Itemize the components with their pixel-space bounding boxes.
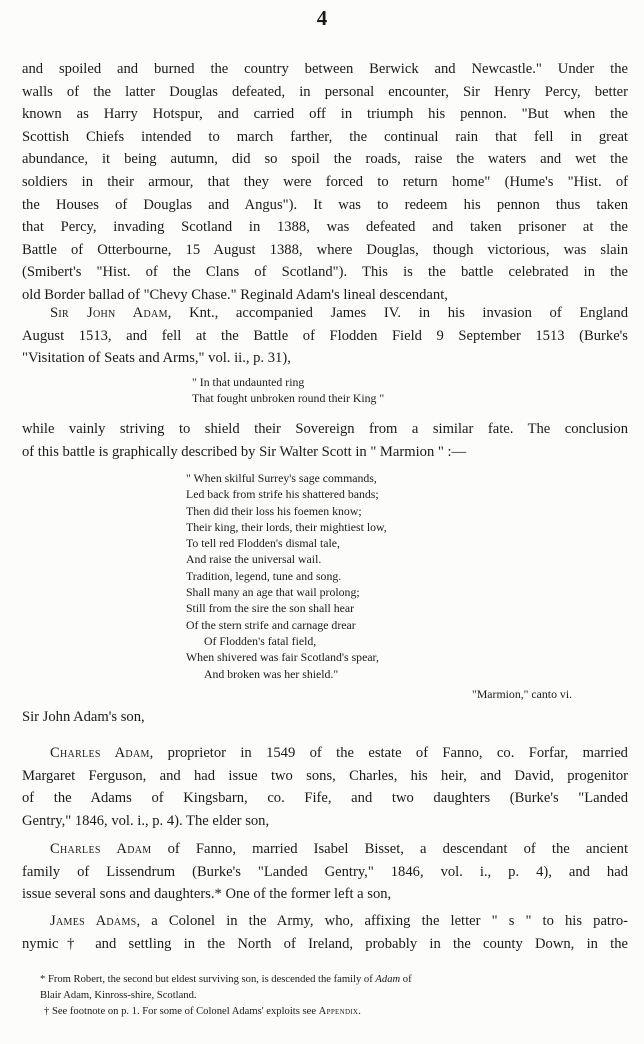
paragraph-douglas-percy [22, 58, 628, 307]
person-name: Charles Adam [50, 745, 150, 761]
text-line [22, 910, 628, 933]
person-name: Charles Adam [50, 841, 152, 857]
footnote-text: * From Robert, the second but eldest surviving son, is descended the family of [40, 974, 376, 985]
verse-line: Of Flodden's fatal field, [204, 633, 317, 648]
text-line: issue several sons and daughters.* One of the former left a son, [22, 886, 392, 903]
footnote-italic: Adam [375, 974, 401, 985]
text-line: abundance, it being autumn, did so spoil the roads, raise the waters and wet the [22, 151, 628, 168]
text-line: "Visitation of Seats and Arms," vol. ii., p. 31), [22, 350, 291, 367]
verse-line: Of the stern strife and carnage drear [186, 617, 356, 632]
verse-line: To tell red Flodden's dismal tale, [186, 536, 340, 551]
text-line: Scottish Chiefs intended to march farther, the continual rain that fell in great [22, 128, 628, 145]
text-line: of the Adams of Kingsbarn, co. Fife, and two daughters (Burke's "Landed [22, 790, 628, 807]
footnote-text: of [400, 974, 412, 985]
paragraph-john-adams-son [22, 706, 628, 729]
text-line: Battle of Otterbourne, 15 August 1388, where Douglas, though victorious, was slain [22, 241, 628, 258]
text-line: soldiers in their armour, that they were forced to return home" (Hume's "Hist. of [22, 173, 628, 190]
person-name: James Adams [50, 913, 137, 929]
poem-source: "Marmion," canto vi. [472, 687, 573, 701]
verse-line: Led back from strife his shattered bands; [186, 487, 379, 502]
text-line: nymic† and settling in the North of Ireland, probably in the county Down, in the [22, 935, 628, 952]
paragraph-conclusion [22, 418, 628, 463]
footnote-1 [40, 972, 630, 988]
text-line: the Houses of Douglas and Angus"). It was to redeem his pennon thus taken [22, 196, 628, 213]
text-line: that Percy, invading Scotland in 1388, was defeated and taken prisoner at the [22, 219, 628, 236]
verse-line: " In that undaunted ring [192, 375, 305, 389]
verse-line: " When skilful Surrey's sage commands, [186, 471, 377, 485]
footnote-2 [40, 1004, 630, 1020]
text-line: Sir John Adam's son, [22, 709, 145, 725]
text-fragment: of Fanno, married Isabel Bisset, a descendant of the ancient [151, 841, 628, 857]
verse-line: Shall many an age that wail prolong; [186, 585, 360, 600]
verse-line: And broken was her shield." [204, 666, 339, 681]
person-name: Sir John Adam [50, 305, 168, 321]
text-line: old Border ballad of "Chevy Chase." Reginald Adam's lineal descendant, [22, 286, 448, 303]
verse-line: Tradition, legend, tune and song. [186, 568, 342, 583]
page-number: 4 [316, 6, 328, 30]
verse-line: When shivered was fair Scotland's spear, [186, 650, 379, 665]
text-line [22, 302, 628, 325]
text-line: while vainly striving to shield their Sovereign from a similar fate. The conclusion [22, 421, 628, 437]
footnote-smallcaps: Appendix. [318, 1006, 362, 1017]
text-line: known as Harry Hotspur, and carried off in triumph his pennon. "But when the [22, 106, 628, 123]
footnotes [40, 972, 630, 1020]
text-line: of this battle is graphically described by Sir Walter Scott in " Marmion " :— [22, 443, 467, 460]
text-fragment: , proprietor in 1549 of the estate of Fanno, co. Forfar, married [149, 745, 628, 761]
paragraph-sir-john-adam [22, 302, 628, 370]
text-line [22, 838, 628, 861]
text-line: family of Lissendrum (Burke's "Landed Gentry," 1846, vol. i., p. 4), and had [22, 863, 628, 880]
footnote-text: † See footnote on p. 1. For some of Colonel Adams' exploits see [44, 1006, 319, 1017]
text-fragment: , Knt., accompanied James IV. in his invasion of England [167, 305, 629, 321]
text-line: Margaret Ferguson, and had issue two sons, Charles, his heir, and David, progenitor [22, 767, 628, 784]
text-line: walls of the latter Douglas defeated, in personal encounter, Sir Henry Percy, better [22, 83, 628, 100]
text-line: Gentry," 1846, vol. i., p. 4). The elder son, [22, 812, 270, 829]
paragraph-james-adams [22, 910, 628, 955]
text-line: August 1513, and fell at the Battle of Flodden Field 9 September 1513 (Burke's [22, 327, 628, 344]
verse-line: Then did their loss his foemen know; [186, 503, 362, 518]
text-line: (Smibert's "Hist. of the Clans of Scotland"). This is the battle celebrated in the [22, 264, 628, 281]
verse-line: That fought unbroken round their King " [192, 391, 385, 406]
footnote-1-cont: Blair Adam, Kinross-shire, Scotland. [40, 990, 197, 1001]
text-fragment: , a Colonel in the Army, who, affixing the letter " s " to his patro- [136, 913, 629, 929]
text-line [22, 742, 628, 765]
quote-undaunted-ring [192, 374, 552, 407]
text-line: and spoiled and burned the country between Berwick and Newcastle." Under the [22, 61, 628, 77]
verse-line: Their king, their lords, their mightiest low, [186, 519, 387, 534]
verse-line: And raise the universal wail. [186, 552, 322, 567]
poem-marmion [186, 470, 546, 682]
paragraph-charles-adam-fanno [22, 838, 628, 906]
verse-line: Still from the sire the son shall hear [186, 601, 355, 616]
paragraph-charles-adam-1549 [22, 742, 628, 832]
